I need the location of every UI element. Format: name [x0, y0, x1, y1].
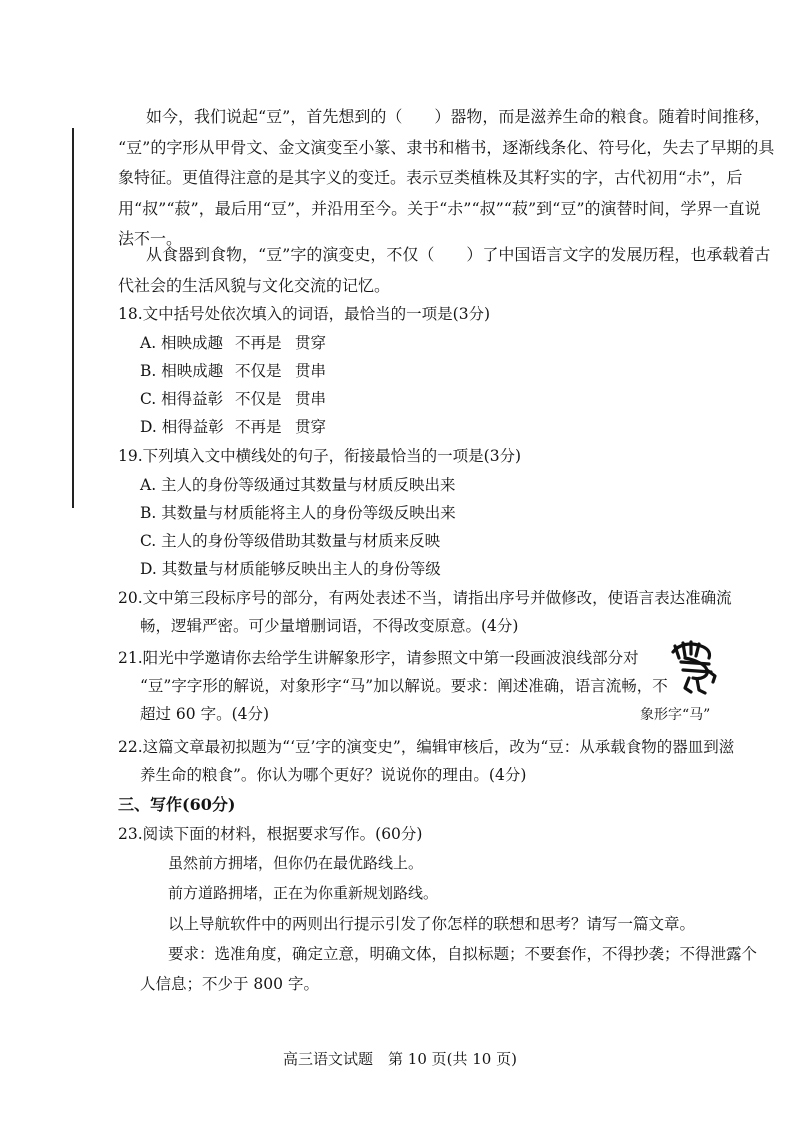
margin-line	[72, 128, 74, 508]
q18-option-a: A. 相映成趣 不再是 贯穿	[140, 334, 327, 352]
question-21-line-1: 21.阳光中学邀请你去给学生讲解象形字，请参照文中第一段画波浪线部分对	[118, 649, 639, 667]
q19-option-b: B. 其数量与材质能将主人的身份等级反映出来	[140, 504, 456, 522]
writing-prompt: 以上导航软件中的两则出行提示引发了你怎样的联想和思考？请写一篇文章。	[168, 915, 696, 933]
passage-line: 用“叔”“菽”，最后用“豆”，并沿用至今。关于“尗”“叔”“菽”到“豆”的演替时间，学界一直说	[118, 198, 761, 218]
glyph-caption: 象形字“马”	[640, 707, 711, 723]
question-21-line-2: “豆”字字形的解说，对象形字“马”加以解说。要求：阐述准确，语言流畅，不	[140, 677, 668, 695]
writing-requirements-line-1: 要求：选准角度，确定立意，明确文体，自拟标题；不要套作，不得抄袭；不得泄露个	[168, 945, 758, 963]
question-19-stem: 19.下列填入文中横线处的句子，衔接最恰当的一项是(3分)	[118, 447, 522, 465]
passage-line: “豆”的字形从甲骨文、金文演变至小篆、隶书和楷书，逐渐线条化、符号化，失去了早期的具	[118, 137, 775, 157]
passage-paragraph-2	[118, 240, 771, 301]
question-22-line-2: 养生命的粮食”。你认为哪个更好？说说你的理由。(4分)	[140, 766, 527, 784]
horse-pictograph-icon	[665, 638, 721, 696]
q18-option-b: B. 相映成趣 不仅是 贯串	[140, 362, 327, 380]
question-20-line-1: 20.文中第三段标序号的部分，有两处表述不当，请指出序号并做修改，使语言表达准确流	[118, 589, 732, 607]
passage-line: 从食器到食物，“豆”字的演变史，不仅（ ）了中国语言文字的发展历程，也承载着古	[146, 245, 771, 264]
passage-line: 法不一。	[118, 229, 183, 248]
q18-option-d: D. 相得益彰 不再是 贯穿	[140, 418, 327, 436]
passage-line: 如今，我们说起“豆”，首先想到的（ ）器物，而是滋养生命的粮食。随着时间推移，	[146, 107, 771, 126]
question-18-stem: 18.文中括号处依次填入的词语，最恰当的一项是(3分)	[118, 305, 491, 323]
page-footer: 高三语文试题 第 10 页(共 10 页)	[283, 1050, 517, 1068]
passage-line: 象特征。更值得注意的是其字义的变迁。表示豆类植株及其籽实的字，古代初用“尗”，后	[118, 168, 743, 187]
material-line-1: 虽然前方拥堵，但你仍在最优路线上。	[168, 854, 424, 872]
section-heading-writing: 三、写作(60分)	[118, 795, 236, 814]
q19-option-d: D. 其数量与材质能够反映出主人的身份等级	[140, 560, 441, 578]
q19-option-c: C. 主人的身份等级借助其数量与材质来反映	[140, 532, 441, 550]
passage-line: 代社会的生活风貌与文化交流的记忆。	[118, 275, 391, 295]
question-21-line-3: 超过 60 字。(4分)	[140, 705, 270, 723]
question-20-line-2: 畅，逻辑严密。可少量增删词语，不得改变原意。(4分)	[140, 617, 519, 635]
q18-option-c: C. 相得益彰 不仅是 贯串	[140, 390, 327, 408]
question-22-line-1: 22.这篇文章最初拟题为“‘豆’字的演变史”，编辑审核后，改为“豆：从承载食物的器皿到滋	[118, 738, 735, 756]
question-23-stem: 23.阅读下面的材料，根据要求写作。(60分)	[118, 825, 423, 843]
material-line-2: 前方道路拥堵，正在为你重新规划路线。	[168, 884, 439, 902]
q19-option-a: A. 主人的身份等级通过其数量与材质反映出来	[140, 476, 456, 494]
writing-requirements-line-2: 人信息；不少于 800 字。	[140, 975, 319, 993]
